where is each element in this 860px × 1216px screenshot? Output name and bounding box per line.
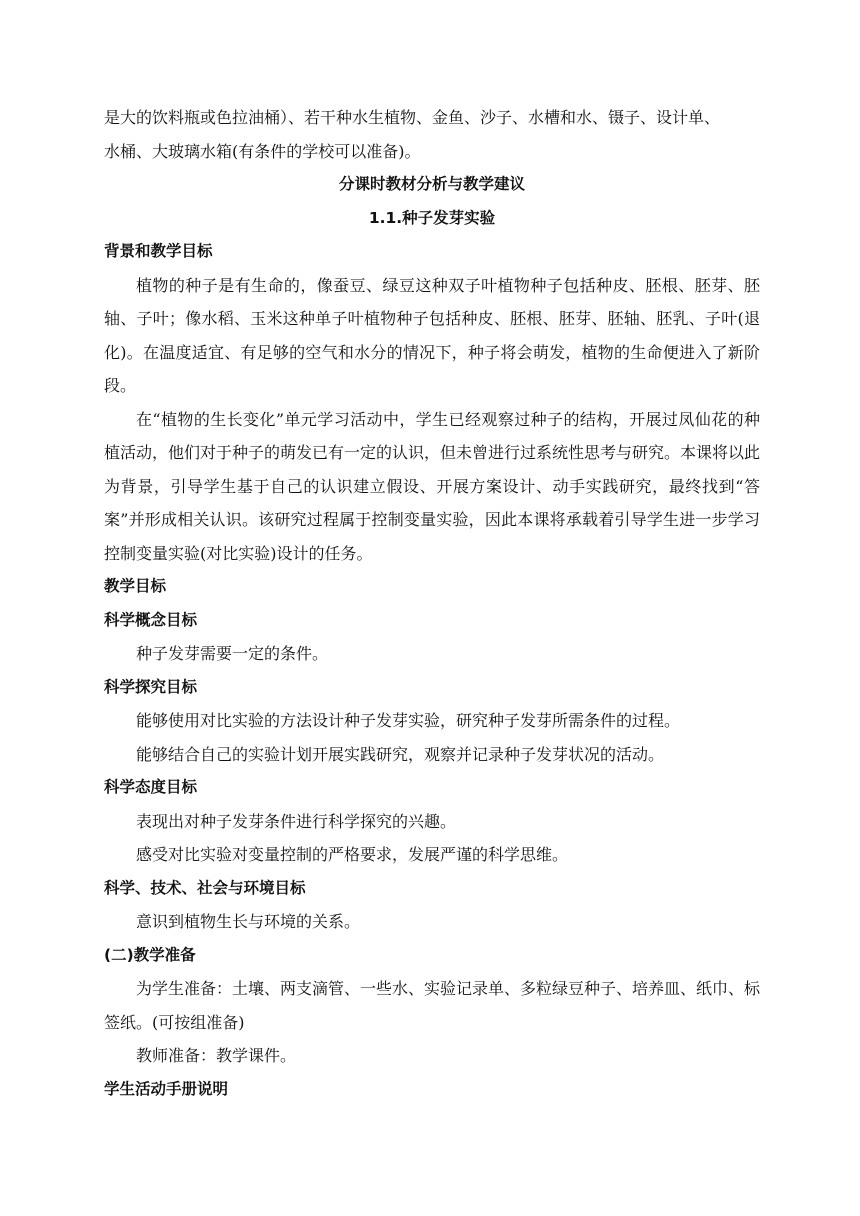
background-heading: 背景和教学目标 bbox=[104, 242, 213, 260]
intro-line-2: 水桶、大玻璃水箱(有条件的学校可以准备)。 bbox=[104, 141, 421, 161]
teacher-preparation: 教师准备：教学课件。 bbox=[136, 1046, 297, 1065]
goals-heading: 教学目标 bbox=[104, 577, 167, 595]
document-page bbox=[104, 101, 760, 1106]
section-title: 分课时教材分析与教学建议 bbox=[338, 175, 525, 193]
lesson-title: 1.1.种子发芽实验 bbox=[368, 208, 496, 227]
background-paragraph-1: 植物的种子是有生命的，像蚕豆、绿豆这种双子叶植物种子包括种皮、胚根、胚芽、胚轴、子叶；像水稻、玉米这种单子叶植物种子包括种皮、胚根、胚芽、胚轴、胚乳、子叶(退化)。在温度适宜、有足够的空气和水分的情况下，种子将会萌发，植物的生命便进入了新阶段。 bbox=[104, 275, 760, 395]
handbook-heading: 学生活动手册说明 bbox=[104, 1079, 229, 1098]
concept-goal-item: 种子发芽需要一定的条件。 bbox=[136, 644, 329, 663]
background-paragraph-2: 在“植物的生长变化”单元学习活动中，学生已经观察过种子的结构，开展过凤仙花的种植活动，他们对于种子的萌发已有一定的认识，但未曾进行过系统性思考与研究。本课将以此为背景，引导学生基于自己的认识建立假设、开展方案设计、动手实践研究，最终找到“答案”并形成相关认识。该研究过程属于控制变量实验，因此本课将承载着引导学生进一步学习控制变量实验(对比实验)设计的任务。 bbox=[104, 409, 761, 563]
inquiry-goal-item-2: 能够结合自己的实验计划开展实践研究，观察并记录种子发芽状况的活动。 bbox=[136, 744, 665, 764]
inquiry-goal-heading: 科学探究目标 bbox=[104, 677, 198, 696]
attitude-goal-heading: 科学态度目标 bbox=[104, 778, 198, 796]
concept-goal-heading: 科学概念目标 bbox=[104, 610, 198, 629]
inquiry-goal-item-1: 能够使用对比实验的方法设计种子发芽实验，研究种子发芽所需条件的过程。 bbox=[136, 711, 681, 730]
stse-goal-heading: 科学、技术、社会与环境目标 bbox=[104, 878, 306, 897]
attitude-goal-item-2: 感受对比实验对变量控制的严格要求，发展严谨的科学思维。 bbox=[136, 845, 569, 864]
attitude-goal-item-1: 表现出对种子发芽条件进行科学探究的兴趣。 bbox=[136, 811, 457, 831]
preparation-heading: (二)教学准备 bbox=[104, 945, 196, 964]
stse-goal-item: 意识到植物生长与环境的关系。 bbox=[136, 912, 361, 931]
intro-line-1: 是大的饮料瓶或色拉油桶）、若干种水生植物、金鱼、沙子、水槽和水、镊子、设计单、 bbox=[104, 108, 721, 127]
student-preparation: 为学生准备：土壤、两支滴管、一些水、实验记录单、多粒绿豆种子、培养皿、纸巾、标签纸。(可按组准备) bbox=[104, 979, 761, 1032]
